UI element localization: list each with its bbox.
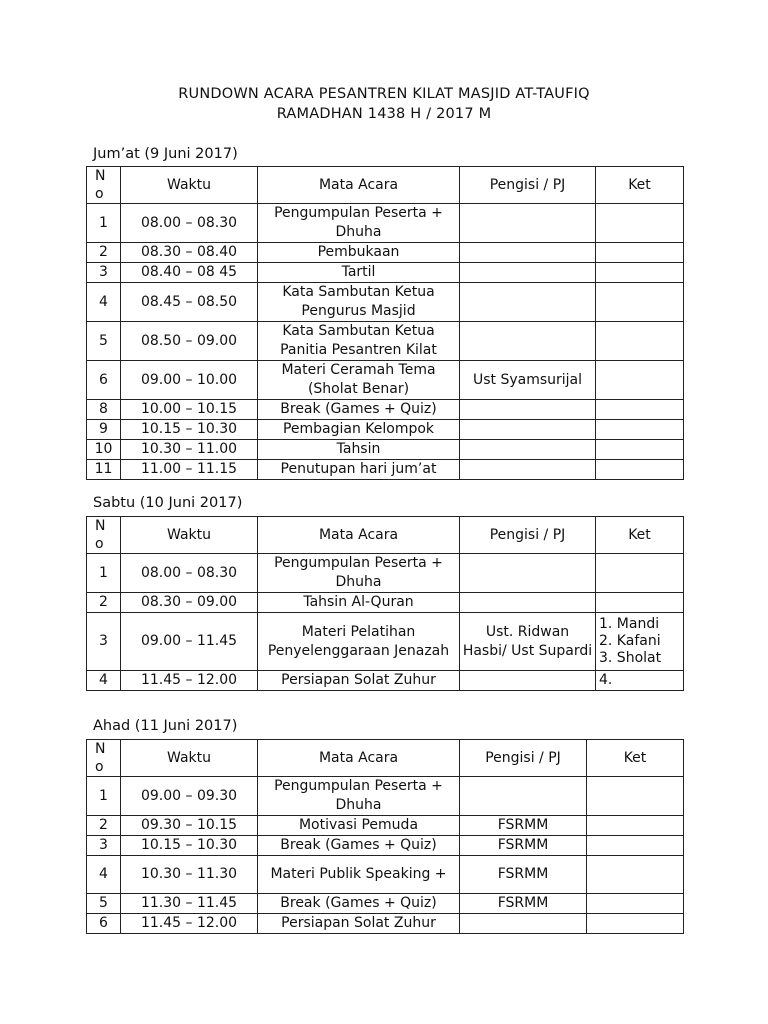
cell-mata-acara: Pengumpulan Peserta + Dhuha — [258, 554, 460, 593]
cell-waktu: 08.50 – 09.00 — [121, 322, 258, 361]
list-item: 1. Mandi — [599, 616, 660, 632]
cell-waktu: 11.00 – 11.15 — [121, 460, 258, 480]
cell-no: 3 — [87, 836, 121, 856]
cell-ket — [596, 263, 684, 283]
table-row — [87, 613, 684, 671]
cell-ket — [587, 894, 684, 914]
cell-mata-acara: Materi Pelatihan Penyelenggaraan Jenazah — [258, 613, 460, 671]
document-subtitle: RAMADHAN 1438 H / 2017 M — [276, 106, 492, 122]
cell-waktu: 09.00 – 11.45 — [121, 613, 258, 671]
cell-ket — [587, 836, 684, 856]
cell-ket — [587, 856, 684, 894]
list-item: 3. Sholat — [599, 650, 662, 666]
header-pengisi: Pengisi / PJ — [460, 517, 596, 554]
cell-no: 1 — [87, 204, 121, 243]
cell-mata-acara: Persiapan Solat Zuhur — [258, 671, 460, 691]
cell-pengisi: Ust Syamsurijal — [460, 361, 596, 400]
table-row — [87, 420, 684, 440]
cell-mata-acara: Penutupan hari jum’at — [258, 460, 460, 480]
cell-waktu: 11.30 – 11.45 — [121, 894, 258, 914]
cell-no: 1 — [87, 554, 121, 593]
header-ket: Ket — [587, 740, 684, 777]
cell-ket — [596, 460, 684, 480]
header-pengisi: Pengisi / PJ — [460, 740, 587, 777]
table-row — [87, 361, 684, 400]
header-ket: Ket — [596, 517, 684, 554]
header-no: N o — [87, 167, 121, 204]
day-heading-ahad: Ahad (11 Juni 2017) — [93, 718, 238, 734]
header-mata-acara: Mata Acara — [258, 167, 460, 204]
cell-ket — [596, 204, 684, 243]
cell-waktu: 08.40 – 08 45 — [121, 263, 258, 283]
day-heading-jumat: Jum’at (9 Juni 2017) — [93, 146, 238, 162]
cell-waktu: 10.00 – 10.15 — [121, 400, 258, 420]
cell-no: 3 — [87, 613, 121, 671]
cell-ket — [596, 593, 684, 613]
cell-mata-acara: Pembagian Kelompok — [258, 420, 460, 440]
cell-waktu: 09.30 – 10.15 — [121, 816, 258, 836]
schedule-table-jumat — [86, 166, 684, 480]
cell-pengisi — [460, 400, 596, 420]
cell-pengisi — [460, 460, 596, 480]
table-row — [87, 460, 684, 480]
cell-mata-acara: Tartil — [258, 263, 460, 283]
table-row — [87, 593, 684, 613]
table-row — [87, 894, 684, 914]
header-no: N o — [87, 517, 121, 554]
table-row — [87, 243, 684, 263]
cell-waktu: 09.00 – 09.30 — [121, 777, 258, 816]
cell-ket — [596, 283, 684, 322]
cell-mata-acara: Kata Sambutan Ketua Panitia Pesantren Kilat — [258, 322, 460, 361]
table-row — [87, 400, 684, 420]
cell-mata-acara: Pengumpulan Peserta + Dhuha — [258, 777, 460, 816]
cell-pengisi — [460, 593, 596, 613]
cell-no: 4 — [87, 671, 121, 691]
cell-ket — [596, 243, 684, 263]
cell-no: 5 — [87, 894, 121, 914]
cell-mata-acara: Break (Games + Quiz) — [258, 400, 460, 420]
cell-pengisi — [460, 420, 596, 440]
cell-no: 2 — [87, 593, 121, 613]
table-row — [87, 914, 684, 934]
cell-no: 6 — [87, 361, 121, 400]
cell-waktu: 10.30 – 11.00 — [121, 440, 258, 460]
header-waktu: Waktu — [121, 167, 258, 204]
cell-waktu: 11.45 – 12.00 — [121, 914, 258, 934]
cell-pengisi — [460, 283, 596, 322]
cell-no: 8 — [87, 400, 121, 420]
header-waktu: Waktu — [121, 517, 258, 554]
cell-waktu: 08.30 – 08.40 — [121, 243, 258, 263]
cell-no: 1 — [87, 777, 121, 816]
cell-mata-acara: Pembukaan — [258, 243, 460, 263]
cell-pengisi — [460, 554, 596, 593]
cell-mata-acara: Pengumpulan Peserta + Dhuha — [258, 204, 460, 243]
cell-no: 2 — [87, 816, 121, 836]
cell-no: 6 — [87, 914, 121, 934]
cell-no: 3 — [87, 263, 121, 283]
cell-waktu: 08.00 – 08.30 — [121, 554, 258, 593]
cell-pengisi — [460, 204, 596, 243]
cell-waktu: 11.45 – 12.00 — [121, 671, 258, 691]
cell-pengisi: Ust. Ridwan Hasbi/ Ust Supardi — [460, 613, 596, 671]
cell-waktu: 10.15 – 10.30 — [121, 420, 258, 440]
schedule-table-sabtu — [86, 516, 684, 691]
cell-no: 4 — [87, 283, 121, 322]
cell-pengisi — [460, 263, 596, 283]
cell-pengisi: FSRMM — [460, 836, 587, 856]
header-mata-acara: Mata Acara — [258, 740, 460, 777]
cell-ket: 4. — [596, 671, 684, 691]
cell-ket — [587, 914, 684, 934]
cell-ket — [596, 322, 684, 361]
list-item: 2. Kafani — [599, 633, 661, 649]
cell-pengisi: FSRMM — [460, 856, 587, 894]
cell-pengisi — [460, 440, 596, 460]
cell-pengisi — [460, 777, 587, 816]
cell-waktu: 09.00 – 10.00 — [121, 361, 258, 400]
table-row — [87, 204, 684, 243]
cell-no: 11 — [87, 460, 121, 480]
cell-mata-acara: Materi Ceramah Tema (Sholat Benar) — [258, 361, 460, 400]
cell-ket — [587, 777, 684, 816]
cell-waktu: 10.30 – 11.30 — [121, 856, 258, 894]
cell-mata-acara: Kata Sambutan Ketua Pengurus Masjid — [258, 283, 460, 322]
cell-no: 10 — [87, 440, 121, 460]
cell-ket — [596, 420, 684, 440]
cell-mata-acara: Tahsin Al-Quran — [258, 593, 460, 613]
cell-ket — [587, 816, 684, 836]
table-row — [87, 671, 684, 691]
table-row — [87, 816, 684, 836]
header-waktu: Waktu — [121, 740, 258, 777]
cell-ket — [596, 554, 684, 593]
table-row — [87, 440, 684, 460]
table-row — [87, 777, 684, 816]
cell-mata-acara: Break (Games + Quiz) — [258, 894, 460, 914]
day-heading-sabtu: Sabtu (10 Juni 2017) — [93, 495, 243, 511]
header-pengisi: Pengisi / PJ — [460, 167, 596, 204]
header-ket: Ket — [596, 167, 684, 204]
table-row — [87, 283, 684, 322]
cell-mata-acara: Tahsin — [258, 440, 460, 460]
cell-ket — [596, 440, 684, 460]
cell-waktu: 10.15 – 10.30 — [121, 836, 258, 856]
cell-waktu: 08.00 – 08.30 — [121, 204, 258, 243]
cell-mata-acara: Persiapan Solat Zuhur — [258, 914, 460, 934]
table-row — [87, 554, 684, 593]
cell-no: 4 — [87, 856, 121, 894]
header-no: N o — [87, 740, 121, 777]
table-row — [87, 856, 684, 894]
ket-list — [596, 613, 684, 671]
cell-no: 5 — [87, 322, 121, 361]
cell-pengisi: FSRMM — [460, 894, 587, 914]
cell-waktu: 08.45 – 08.50 — [121, 283, 258, 322]
table-row — [87, 322, 684, 361]
cell-ket — [596, 400, 684, 420]
header-mata-acara: Mata Acara — [258, 517, 460, 554]
cell-pengisi — [460, 243, 596, 263]
document-title: RUNDOWN ACARA PESANTREN KILAT MASJID AT-TAUFIQ — [178, 86, 590, 102]
cell-no: 2 — [87, 243, 121, 263]
cell-mata-acara: Motivasi Pemuda — [258, 816, 460, 836]
table-row — [87, 263, 684, 283]
cell-pengisi — [460, 322, 596, 361]
table-row — [87, 836, 684, 856]
cell-mata-acara: Break (Games + Quiz) — [258, 836, 460, 856]
cell-no: 9 — [87, 420, 121, 440]
cell-mata-acara: Materi Publik Speaking + — [258, 856, 460, 894]
cell-pengisi — [460, 914, 587, 934]
cell-pengisi: FSRMM — [460, 816, 587, 836]
cell-pengisi — [460, 671, 596, 691]
cell-waktu: 08.30 – 09.00 — [121, 593, 258, 613]
cell-ket — [596, 361, 684, 400]
schedule-table-ahad — [86, 739, 684, 934]
